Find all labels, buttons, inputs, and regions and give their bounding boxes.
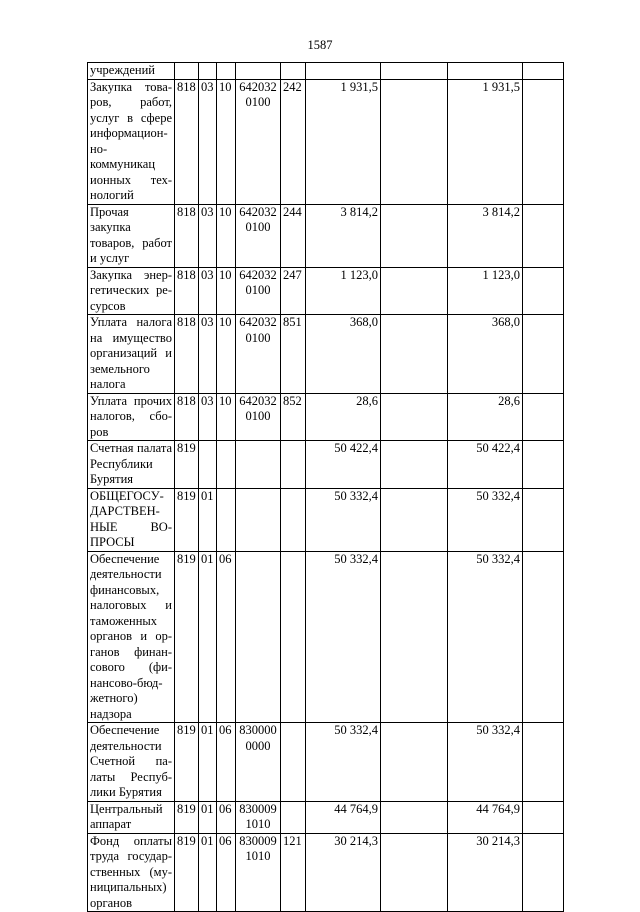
amount-total [306, 63, 381, 80]
subsection-code: 06 [217, 723, 236, 802]
expense-type-code: 244 [281, 204, 306, 267]
row-name: Закупка това-ров, работ, услуг в сфере информацион-но-коммуникац ионных тех-нологий [88, 79, 175, 204]
section-code: 03 [199, 315, 217, 394]
grbs-code [175, 63, 199, 80]
amount-col9: 1 123,0 [448, 267, 523, 315]
amount-total: 1 123,0 [306, 267, 381, 315]
table-row [88, 801, 564, 833]
amount-col9: 44 764,9 [448, 801, 523, 833]
amount-col9: 50 332,4 [448, 723, 523, 802]
target-code-part1: 642032 [239, 267, 277, 282]
expense-type-code [281, 723, 306, 802]
table-row [88, 488, 564, 551]
amount-col9: 28,6 [448, 393, 523, 441]
table-row [88, 315, 564, 394]
amount-col8 [381, 315, 448, 394]
table-row [88, 267, 564, 315]
table-row [88, 551, 564, 723]
target-code-part1: 830009 [239, 833, 277, 848]
amount-col9: 3 814,2 [448, 204, 523, 267]
amount-col8 [381, 551, 448, 723]
amount-total: 50 422,4 [306, 441, 381, 489]
amount-col10 [523, 833, 564, 912]
target-code-part1: 642032 [239, 79, 277, 94]
grbs-code: 818 [175, 393, 199, 441]
expense-type-code [281, 441, 306, 489]
amount-col10 [523, 801, 564, 833]
expense-type-code: 247 [281, 267, 306, 315]
amount-col8 [381, 393, 448, 441]
section-code: 03 [199, 393, 217, 441]
amount-col9: 368,0 [448, 315, 523, 394]
subsection-code: 10 [217, 315, 236, 394]
subsection-code: 10 [217, 393, 236, 441]
expense-type-code: 121 [281, 833, 306, 912]
amount-total: 44 764,9 [306, 801, 381, 833]
row-name: учреждений [88, 63, 175, 80]
grbs-code: 819 [175, 801, 199, 833]
row-name: Фонд оплаты труда государ-ственных (му-ниципальных) органов [88, 833, 175, 912]
section-code: 01 [199, 723, 217, 802]
amount-col8 [381, 79, 448, 204]
grbs-code: 819 [175, 488, 199, 551]
table-row [88, 79, 564, 204]
table-row [88, 393, 564, 441]
amount-total: 30 214,3 [306, 833, 381, 912]
amount-col9: 1 931,5 [448, 79, 523, 204]
expense-type-code: 851 [281, 315, 306, 394]
amount-col8 [381, 267, 448, 315]
target-code-cell [236, 833, 281, 912]
expense-type-code [281, 801, 306, 833]
expense-type-code: 242 [281, 79, 306, 204]
amount-total: 50 332,4 [306, 551, 381, 723]
expense-type-code [281, 551, 306, 723]
subsection-code [217, 488, 236, 551]
target-code-part2: 0000 [245, 738, 271, 753]
amount-col9: 50 422,4 [448, 441, 523, 489]
amount-col8 [381, 833, 448, 912]
section-code: 01 [199, 833, 217, 912]
grbs-code: 818 [175, 315, 199, 394]
subsection-code: 06 [217, 833, 236, 912]
target-code-cell [236, 393, 281, 441]
row-name: Закупка энер-гетических ре-сурсов [88, 267, 175, 315]
subsection-code [217, 441, 236, 489]
target-code-cell [236, 551, 281, 723]
amount-col9: 30 214,3 [448, 833, 523, 912]
amount-col10 [523, 551, 564, 723]
target-code-cell [236, 204, 281, 267]
target-code-cell [236, 488, 281, 551]
grbs-code: 819 [175, 723, 199, 802]
expense-type-code [281, 488, 306, 551]
target-code-part1: 642032 [239, 315, 277, 329]
budget-table [87, 62, 564, 912]
row-name: Прочая закупка товаров, работ и услуг [88, 204, 175, 267]
expense-type-code [281, 63, 306, 80]
target-code-cell [236, 315, 281, 394]
grbs-code: 819 [175, 551, 199, 723]
amount-col10 [523, 204, 564, 267]
table-row [88, 441, 564, 489]
amount-total: 50 332,4 [306, 723, 381, 802]
amount-col8 [381, 441, 448, 489]
target-code-cell [236, 63, 281, 80]
target-code-part2: 0100 [245, 283, 271, 297]
target-code-cell [236, 79, 281, 204]
table-row [88, 723, 564, 802]
page-number: 1587 [307, 38, 333, 52]
amount-col8 [381, 204, 448, 267]
row-name: Уплата прочих налогов, сбо-ров [88, 393, 175, 441]
target-code-part2: 0100 [245, 409, 271, 423]
grbs-code: 818 [175, 79, 199, 204]
amount-total: 1 931,5 [306, 79, 381, 204]
amount-col8 [381, 723, 448, 802]
amount-col8 [381, 801, 448, 833]
target-code-part2: 1010 [245, 849, 271, 863]
grbs-code: 819 [175, 441, 199, 489]
grbs-code: 819 [175, 833, 199, 912]
amount-col10 [523, 441, 564, 489]
row-name: Уплата налога на имущество организаций и земельного налога [88, 315, 175, 394]
amount-total: 368,0 [306, 315, 381, 394]
target-code-cell [236, 267, 281, 315]
target-code-part1: 642032 [239, 393, 277, 408]
row-name: Обеспечение деятельности Счетной па-латы Респуб-лики Бурятия [88, 723, 175, 802]
target-code-cell [236, 723, 281, 802]
grbs-code: 818 [175, 204, 199, 267]
subsection-code: 06 [217, 801, 236, 833]
section-code [199, 63, 217, 80]
section-code: 03 [199, 267, 217, 315]
row-name: ОБЩЕГОСУ-ДАРСТВЕН-НЫЕ ВО-ПРОСЫ [88, 488, 175, 551]
section-code: 03 [199, 79, 217, 204]
target-code-part1: 830000 [239, 723, 277, 737]
target-code-part2: 1010 [245, 817, 271, 831]
amount-col9: 50 332,4 [448, 488, 523, 551]
section-code: 03 [199, 204, 217, 267]
table-row [88, 833, 564, 912]
subsection-code: 10 [217, 267, 236, 315]
section-code: 01 [199, 551, 217, 723]
target-code-part2: 0100 [245, 330, 271, 345]
amount-total: 50 332,4 [306, 488, 381, 551]
section-code: 01 [199, 801, 217, 833]
amount-col8 [381, 488, 448, 551]
section-code: 01 [199, 488, 217, 551]
target-code-part1: 642032 [239, 204, 277, 219]
amount-col10 [523, 79, 564, 204]
target-code-part2: 0100 [245, 95, 271, 109]
amount-col10 [523, 315, 564, 394]
amount-col10 [523, 63, 564, 80]
amount-col9 [448, 63, 523, 80]
amount-col10 [523, 488, 564, 551]
subsection-code: 10 [217, 79, 236, 204]
row-name: Центральный аппарат [88, 801, 175, 833]
target-code-cell [236, 801, 281, 833]
amount-total: 3 814,2 [306, 204, 381, 267]
subsection-code [217, 63, 236, 80]
subsection-code: 06 [217, 551, 236, 723]
target-code-part1: 830009 [239, 801, 277, 816]
subsection-code: 10 [217, 204, 236, 267]
target-code-part2: 0100 [245, 220, 271, 234]
amount-col8 [381, 63, 448, 80]
row-name: Обеспечение деятельности финансовых, налоговых и таможенных органов и ор-ганов финан-сового (фи-нансово-бюд-жетного) надзора [88, 551, 175, 723]
amount-col10 [523, 393, 564, 441]
amount-total: 28,6 [306, 393, 381, 441]
target-code-cell [236, 441, 281, 489]
section-code [199, 441, 217, 489]
amount-col10 [523, 723, 564, 802]
amount-col9: 50 332,4 [448, 551, 523, 723]
table-row [88, 204, 564, 267]
row-name: Счетная палата Республики Бурятия [88, 441, 175, 489]
grbs-code: 818 [175, 267, 199, 315]
table-row [88, 63, 564, 80]
amount-col10 [523, 267, 564, 315]
expense-type-code: 852 [281, 393, 306, 441]
